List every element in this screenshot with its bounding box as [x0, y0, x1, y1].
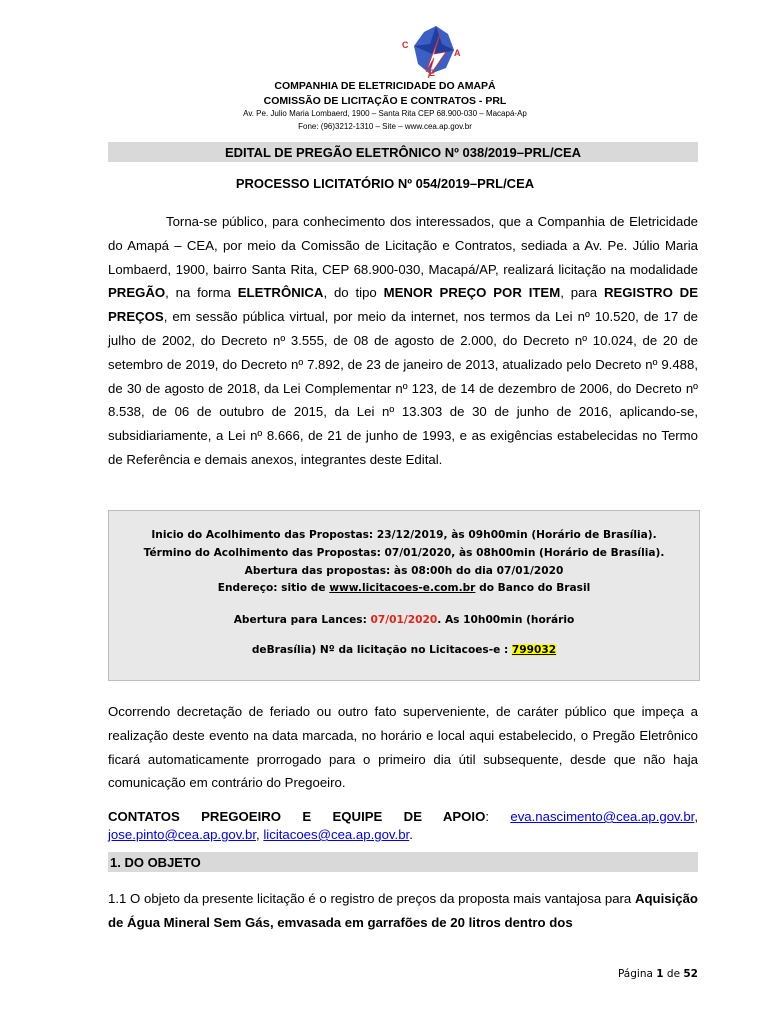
info-line-termino: Término do Acolhimento das Propostas: 07/01/2020, às 08h00min (Horário de Brasília). — [143, 547, 665, 559]
company-address: Av. Pe. Julio Maria Lombaerd, 1900 – Santa Rita CEP 68.900-030 – Macapá-Ap — [243, 109, 527, 118]
email-link-jose[interactable]: jose.pinto@cea.ap.gov.br — [108, 827, 257, 842]
contacts-paragraph — [108, 808, 698, 844]
lances-prefix: Abertura para Lances: — [233, 614, 371, 626]
contacts-sep-1: , — [694, 809, 698, 824]
page-label: Página — [617, 968, 657, 980]
intro-text-5: , em sessão pública virtual, por meio da internet, nos termos da Lei nº 10.520, de 17 de julho de 2002, do Decreto nº 3.555, de 08 de agosto de 2.000, do Decreto nº 10.024, de 20 de setembro de 2019, do Decreto nº 7.892, de 23 de janeiro de 2013, atualizado pelo Decreto nº 9.488, de 30 de agosto de 2018, da Lei Complementar nº 123, de 14 de dezembro de 2006, do Decreto nº 8.538, de 06 de outubro de 2015, da Lei nº 13.303 de 30 de junho de 2016, aplicando-se, subsidiariamente, a Lei nº 8.666, de 21 de junho de 1993, e as exigências estabelecidas no Termo de Referência e demais anexos, integrantes deste Edital. — [108, 309, 698, 467]
section-objeto-title: 1. DO OBJETO — [110, 855, 201, 870]
info-line-abertura: Abertura das propostas: às 08:00h do dia 07/01/2020 — [244, 565, 564, 577]
info-line-lances — [109, 614, 699, 626]
company-logo — [396, 24, 468, 80]
intro-bold-menor-preco: MENOR PREÇO POR ITEM — [383, 285, 561, 301]
email-link-licitacoes[interactable]: licitacoes@cea.ap.gov.br — [263, 827, 410, 842]
contacts-end: . — [409, 827, 413, 842]
intro-bold-registro: REGISTRO DE PREÇOS — [108, 285, 698, 325]
commission-name: COMISSÃO DE LICITAÇÃO E CONTRATOS - PRL — [263, 95, 507, 107]
info-line-endereco — [109, 582, 699, 594]
objeto-bold: Aquisição de Água Mineral Sem Gás, emvasada em garrafões de 20 litros dentro dos — [108, 891, 698, 930]
edital-title: EDITAL DE PREGÃO ELETRÔNICO Nº 038/2019–PRL/CEA — [224, 145, 582, 160]
logo-letter-a: A — [454, 48, 461, 58]
info-line-inicio: Inicio do Acolhimento das Propostas: 23/12/2019, às 09h00min (Horário de Brasília). — [151, 529, 657, 541]
objeto-text: 1.1 O objeto da presente licitação é o registro de preços da proposta mais vantajosa para — [108, 891, 635, 906]
intro-bold-pregao: PREGÃO — [108, 285, 166, 301]
intro-text-3: , do tipo — [323, 285, 384, 301]
lances-suffix: . As 10h00min (horário — [437, 614, 575, 626]
page-current: 1 — [656, 968, 664, 980]
page-number — [560, 968, 698, 980]
numero-prefix: deBrasília) Nº da licitação no Licitacoes-e : — [251, 644, 512, 656]
page-total: 52 — [683, 968, 698, 980]
intro-text-1: Torna-se público, para conhecimento dos interessados, que a Companhia de Eletricidade do Amapá – CEA, por meio da Comissão de Licitação e Contratos, sediada a Av. Pe. Júlio Maria Lombaerd, 1900, bairro Santa Rita, CEP 68.900-030, Macapá/AP, realizará licitação na modalidade — [108, 214, 698, 277]
intro-paragraph — [108, 210, 698, 472]
intro-text-4: , para — [560, 285, 604, 301]
contacts-sep-2: , — [256, 827, 264, 842]
objeto-paragraph — [108, 887, 698, 935]
section-objeto-band — [108, 852, 698, 872]
email-link-eva[interactable]: eva.nascimento@cea.ap.gov.br — [510, 809, 695, 824]
licitacoes-link[interactable]: www.licitacoes-e.com.br — [329, 582, 476, 594]
info-box — [108, 510, 700, 681]
holiday-paragraph: Ocorrendo decretação de feriado ou outro fato superveniente, de caráter público que impeça a realização deste evento na data marcada, no horário e local aqui estabelecido, o Pregão Eletrônico ficará automaticamente prorrogado para o primeiro dia útil subsequente, desde que não haja comunicação em contrário do Pregoeiro. — [108, 704, 698, 791]
page-of: de — [663, 968, 684, 980]
intro-text-2: , na forma — [165, 285, 238, 301]
contacts-colon: : — [485, 809, 511, 824]
company-name: COMPANHIA DE ELETRICIDADE DO AMAPÁ — [274, 80, 496, 92]
info-line-numero — [109, 644, 699, 656]
licitacao-number: 799032 — [511, 644, 557, 656]
processo-title: PROCESSO LICITATÓRIO Nº 054/2019–PRL/CEA — [235, 176, 535, 191]
company-contact: Fone: (96)3212-1310 – Site – www.cea.ap.gov.br — [298, 122, 472, 131]
logo-letter-c: C — [402, 40, 409, 50]
intro-bold-eletronica: ELETRÔNICA — [237, 285, 324, 301]
contacts-label: CONTATOS PREGOEIRO E EQUIPE DE APOIO — [108, 809, 486, 824]
lances-date: 07/01/2020 — [370, 614, 438, 626]
endereco-prefix: Endereço: sitio de — [217, 582, 330, 594]
edital-title-band — [108, 142, 698, 162]
logo-letter-e: E — [429, 68, 436, 78]
endereco-suffix: do Banco do Brasil — [475, 582, 591, 594]
